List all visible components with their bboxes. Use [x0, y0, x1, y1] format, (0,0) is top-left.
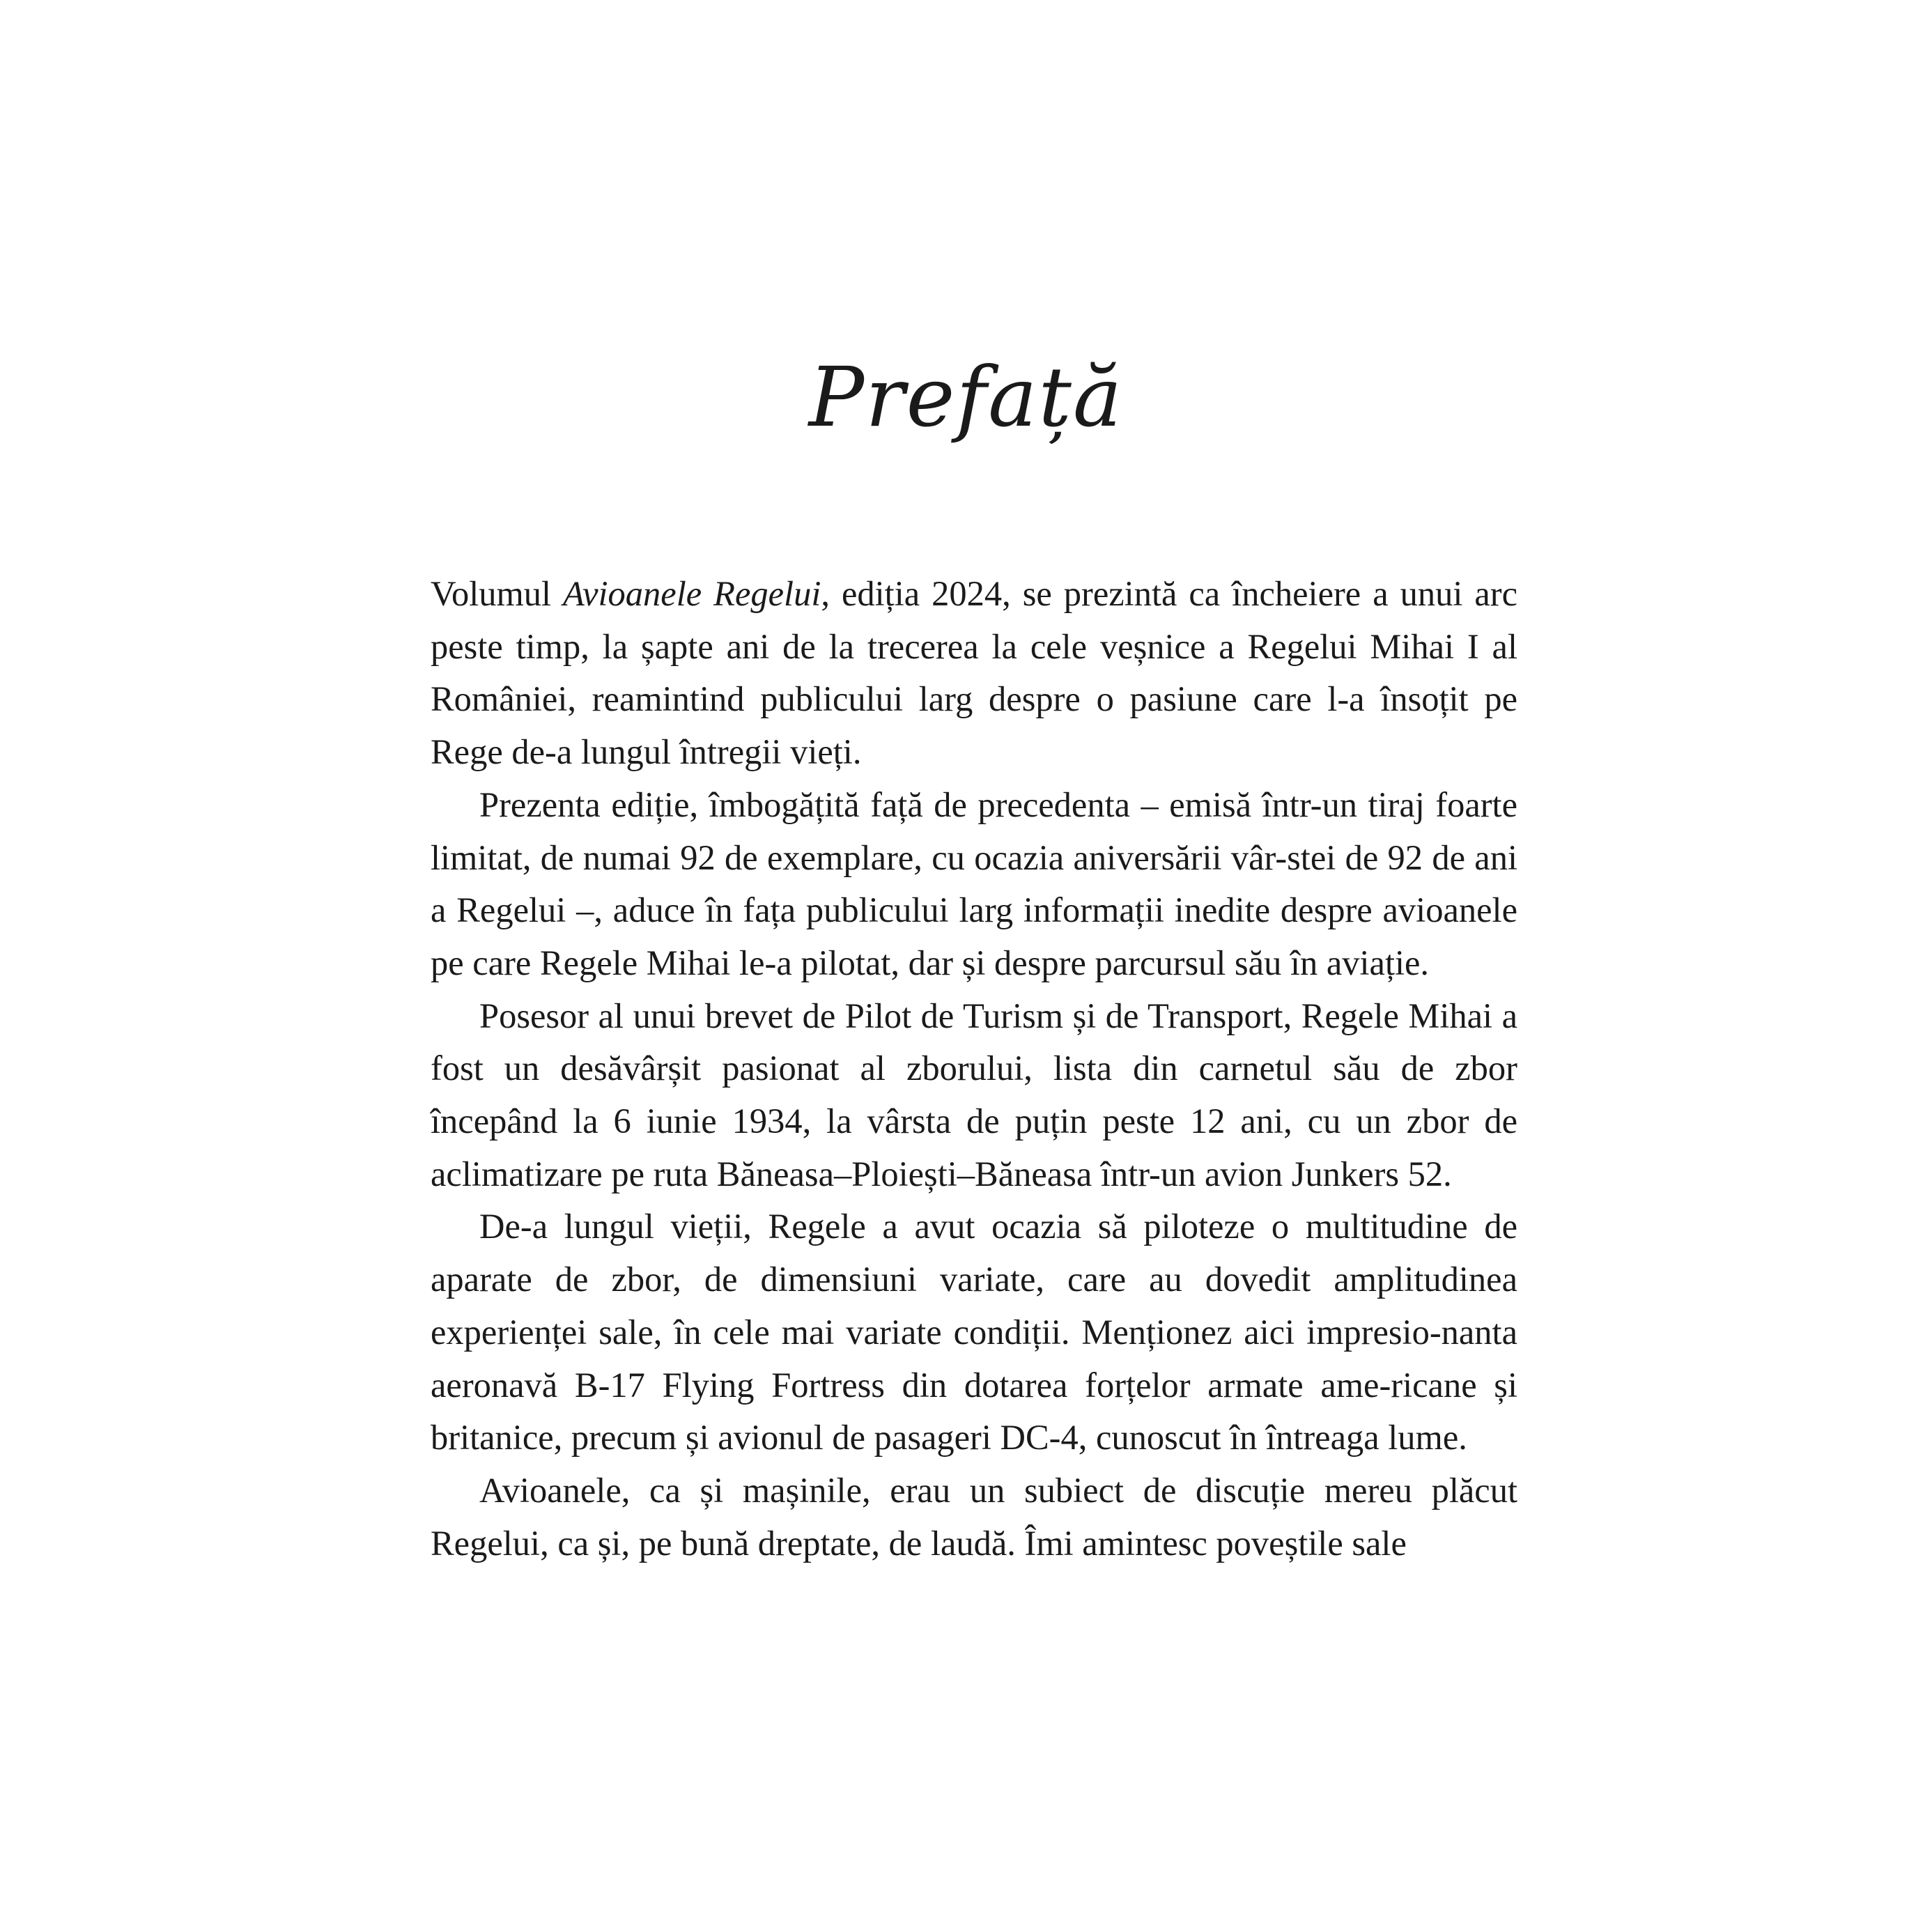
paragraph-1 [431, 568, 1517, 779]
book-title-italic: Avioanele Regelui [563, 574, 821, 613]
body-text [431, 568, 1517, 1570]
paragraph-1-lead: Volumul [431, 574, 564, 613]
paragraph-2: Prezenta ediție, îmbogățită față de precedenta – emisă într-un tiraj foarte limitat, de numai 92 de exemplare, cu ocazia aniversării vâr-stei de 92 de ani a Regelui –, aduce în fața publicului larg informații inedite despre avioanele pe care Regele Mihai le-a pilotat, dar și despre parcursul său în aviație. [431, 785, 1517, 982]
paragraph-5: Avioanele, ca și mașinile, erau un subiect de discuție mereu plăcut Regelui, ca și, pe bună dreptate, de laudă. Îmi amintesc poveștile sale [431, 1470, 1517, 1563]
page-title: Prefață [808, 349, 1124, 445]
paragraph-4: De-a lungul vieții, Regele a avut ocazia să piloteze o multitudine de aparate de zbor, de dimensiuni variate, care au dovedit amplitudinea experienței sale, în cele mai variate condiții. Menționez aici impresio-nanta aeronavă B-17 Flying Fortress din dotarea forțelor armate ame-ricane și britanice, precum și avionul de pasageri DC-4, cunoscut în întreaga lume. [431, 1207, 1517, 1458]
paragraph-1-rest: , ediția 2024, se prezintă ca încheiere a unui arc peste timp, la șapte ani de la trecerea la cele veșnice a Regelui Mihai I al României, reamintind publicului larg despre o pasiune care l-a însoțit pe Rege de-a lungul întregii vieți. [431, 574, 1517, 772]
paragraph-3: Posesor al unui brevet de Pilot de Turism și de Transport, Regele Mihai a fost un desăvârșit pasionat al zborului, lista din carnetul său de zbor începând la 6 iunie 1934, la vârsta de puțin peste 12 ani, cu un zbor de aclimatizare pe ruta Băneasa–Ploiești–Băneasa într-un avion Junkers 52. [431, 996, 1517, 1193]
